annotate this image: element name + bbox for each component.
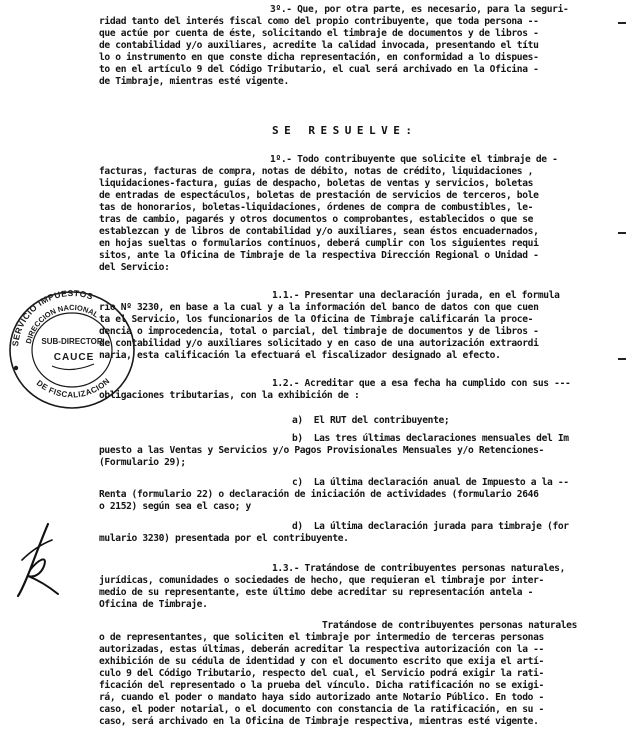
text-line: ridad tanto del interés fiscal como del propio contribuyente, que toda persona -- <box>99 16 539 27</box>
text-line: que actúe por cuenta de éste, solicitando el timbraje de documentos y de libros - <box>99 28 539 39</box>
text-line: del Servicio: <box>99 262 170 273</box>
margin-mark <box>618 232 626 234</box>
stamp-bottom-text: DE FISCALIZACION <box>34 376 112 400</box>
text-line: tas de honorarios, boletas-liquidaciones, órdenes de compra de combustibles, le- <box>99 202 534 213</box>
resolution-heading: SE RESUELVE: <box>272 124 418 137</box>
text-line: ficación del representado o la prueba del vínculo. Dicha ratificación no se exigi- <box>99 680 544 691</box>
official-stamp <box>0 278 145 418</box>
text-line: establezcan y de libros de contabilidad y/o auxiliares, sean éstos encuadernados, <box>99 226 539 237</box>
text-line: de entradas de espectáculos, boletas de prestación de servicios de terceros, bole <box>99 190 539 201</box>
text-line: puesto a las Ventas y Servicios y/o Pagos Provisionales Mensuales y/o Retenciones- <box>99 445 544 456</box>
margin-mark <box>618 22 626 24</box>
text-line: dencia o improcedencia, total o parcial, del timbraje de documentos y de libros - <box>99 326 539 337</box>
text-line: c) La última declaración anual de Impuesto a la -- <box>292 477 569 488</box>
text-line: caso, el poder notarial, o el documento con constancia de la ratificación, en su - <box>99 704 544 715</box>
text-line: exhibición de su cédula de identidad y con el documento escrito que exija el artí- <box>99 656 544 667</box>
text-line: tras de cambio, pagarés y otros documentos o comprobantes, establecidos o que se <box>99 214 534 225</box>
text-line: facturas, facturas de compra, notas de débito, notas de crédito, liquidaciones , <box>99 166 534 177</box>
text-line: o de representantes, que soliciten el timbraje por intermedio de terceras personas <box>99 632 544 643</box>
text-line: de contabilidad y/o auxiliares solicitado y en caso de una autorización extraordi <box>99 338 539 349</box>
text-line: naria, esta calificación la efectuará el fiscalizador designado al efecto. <box>99 350 501 361</box>
text-line: b) Las tres últimas declaraciones mensuales del Im <box>292 433 569 444</box>
text-line: obligaciones tributarias, con la exhibición de : <box>99 390 360 401</box>
text-line: en hojas sueltas o formularios continuos, deberá cumplir con los siguientes requi <box>99 238 539 249</box>
text-line: de Timbraje, mientras esté vigente. <box>99 76 289 87</box>
text-line: de contabilidad y/o auxiliares, acredite la calidad invocada, presentando el títu <box>99 40 539 51</box>
svg-text:DE FISCALIZACION <box>35 376 112 399</box>
text-line: ta el Servicio, los funcionarios de la Oficina de Timbraje calificarán la proce- <box>99 314 534 325</box>
text-line: caso, será archivado en la Oficina de Timbraje respectiva, mientras esté vigente. <box>99 716 539 727</box>
text-line: a) El RUT del contribuyente; <box>292 415 450 426</box>
text-line: Renta (formulario 22) o declaración de iniciación de actividades (formulario 2646 <box>99 489 539 500</box>
stamp-ring-text: DIRECCION NACIONAL <box>23 302 101 345</box>
text-line: lo o instrumento en que conste dicha representación, en conformidad a lo dispues- <box>99 52 539 63</box>
text-line: 1.3.- Tratándose de contribuyentes personas naturales, <box>272 563 566 574</box>
stamp-top-text: SERVICIO IMPUESTOS <box>10 287 95 347</box>
text-line: sitos, ante la Oficina de Timbraje de la respectiva Dirección Regional o Unidad - <box>99 250 539 261</box>
text-line: autorizadas, estas últimas, deberán acreditar la respectiva autorización con la -- <box>99 644 544 655</box>
stamp-center-title: SUB-DIRECTOR <box>41 337 103 346</box>
text-line: jurídicas, comunidades o sociedades de hecho, que requieran el timbraje por inter- <box>99 575 544 586</box>
text-line: mulario 3230) presentada por el contribuyente. <box>99 533 349 544</box>
text-line: 1.1.- Presentar una declaración jurada, en el formula <box>272 290 560 301</box>
text-line: 3º.- Que, por otra parte, es necesario, para la seguri- <box>270 4 569 15</box>
text-line: Oficina de Timbraje. <box>99 599 208 610</box>
text-line: d) La última declaración jurada para timbraje (for <box>292 521 569 532</box>
handwritten-signature <box>8 520 68 600</box>
text-line: medio de su representante, este último debe acreditar su representación antela - <box>99 587 534 598</box>
stamp-center-name: CAUCE <box>53 352 95 363</box>
margin-mark <box>618 358 626 360</box>
text-line: (Formulario 29); <box>99 457 186 468</box>
text-line: rá, cuando el poder o mandato haya sido autorizado ante Notario Público. En todo - <box>99 692 544 703</box>
text-line: culo 9 del Código Tributario, respecto del cual, el Servicio podrá exigir la rati- <box>99 668 544 679</box>
text-line: rio Nº 3230, en base a la cual y a la información del banco de datos con que cuen <box>99 302 539 313</box>
text-line: 1º.- Todo contribuyente que solicite el timbraje de - <box>270 154 558 165</box>
text-line: to en el artículo 9 del Código Tributario, el cual será archivado en la Oficina - <box>99 64 539 75</box>
text-line: 1.2.- Acreditar que a esa fecha ha cumplido con sus --- <box>272 378 571 389</box>
text-line: Tratándose de contribuyentes personas naturales <box>322 620 578 631</box>
text-line: o 2152) según sea el caso; y <box>99 501 251 512</box>
text-line: liquidaciones-factura, guías de despacho, boletas de ventas y servicios, boletas <box>99 178 534 189</box>
